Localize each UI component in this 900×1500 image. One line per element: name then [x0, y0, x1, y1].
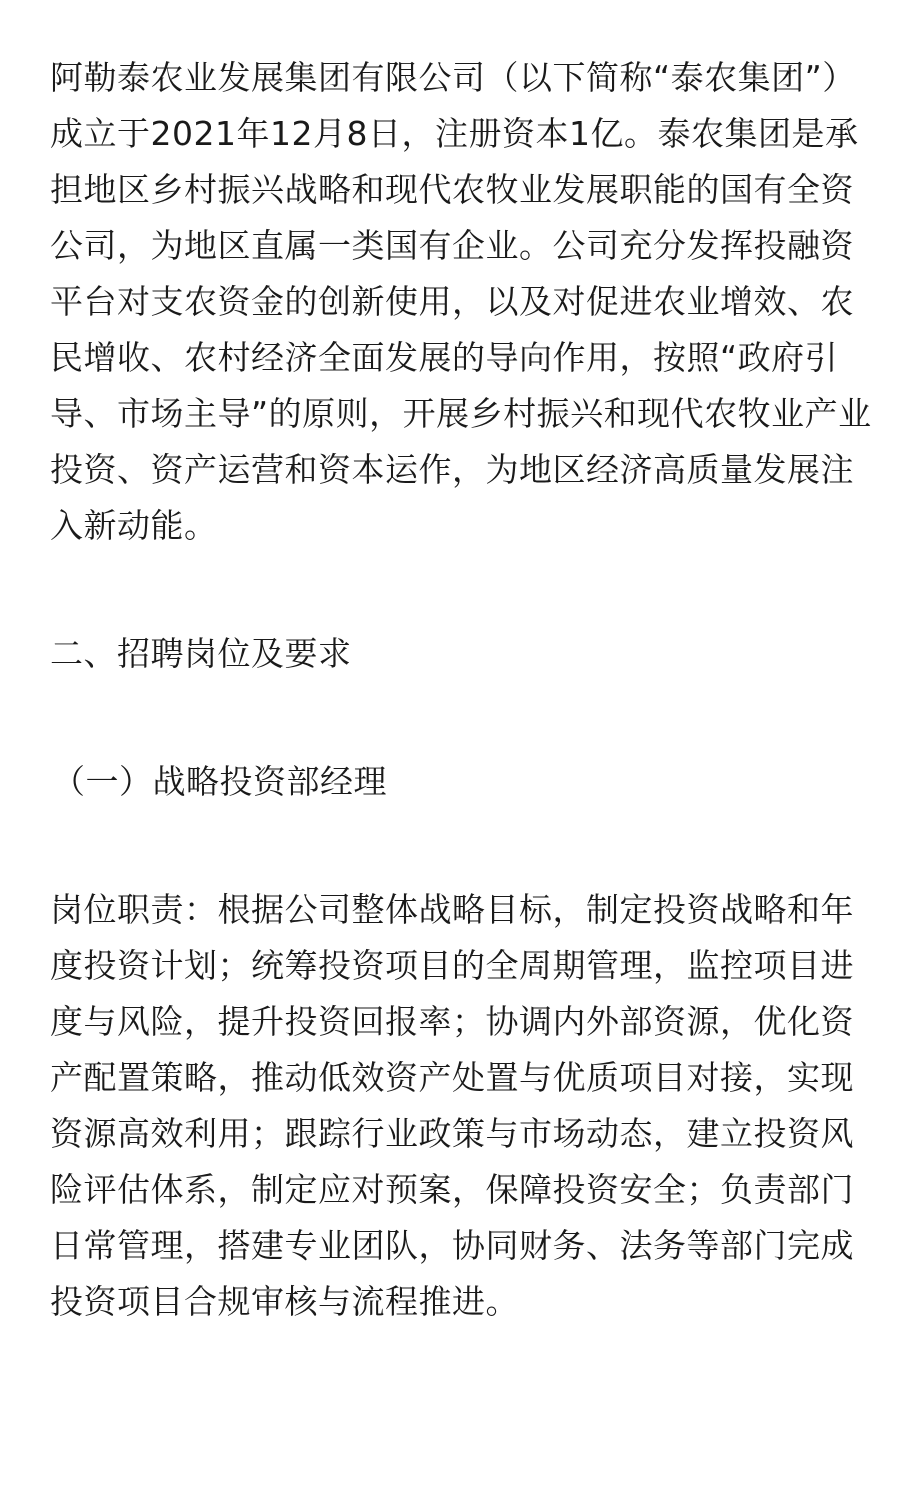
intro-line: 导、市场主导”的原则，开展乡村振兴和现代农牧业产业	[50, 394, 872, 433]
duties-line: 投资项目合规审核与流程推进。	[50, 1282, 519, 1321]
position-title: （一）战略投资部经理	[52, 762, 387, 801]
intro-line: 担地区乡村振兴战略和现代农牧业发展职能的国有全资	[50, 170, 854, 209]
intro-line: 阿勒泰农业发展集团有限公司（以下简称“泰农集团”）	[50, 58, 856, 97]
intro-line: 成立于2021年12月8日，注册资本1亿。泰农集团是承	[50, 114, 859, 153]
intro-line: 平台对支农资金的创新使用，以及对促进农业增效、农	[50, 282, 854, 321]
duties-line: 产配置策略，推动低效资产处置与优质项目对接，实现	[50, 1058, 854, 1097]
intro-line: 民增收、农村经济全面发展的导向作用，按照“政府引	[50, 338, 839, 377]
intro-line: 公司，为地区直属一类国有企业。公司充分发挥投融资	[50, 226, 854, 265]
duties-line: 度与风险，提升投资回报率；协调内外部资源，优化资	[50, 1002, 854, 1041]
duties-line: 日常管理，搭建专业团队，协同财务、法务等部门完成	[50, 1226, 854, 1265]
intro-line: 投资、资产运营和资本运作，为地区经济高质量发展注	[50, 450, 854, 489]
duties-line: 度投资计划；统筹投资项目的全周期管理，监控项目进	[50, 946, 854, 985]
intro-line: 入新动能。	[50, 506, 218, 545]
duties-line: 资源高效利用；跟踪行业政策与市场动态，建立投资风	[50, 1114, 854, 1153]
section-title: 二、招聘岗位及要求	[50, 634, 352, 673]
duties-line: 险评估体系，制定应对预案，保障投资安全；负责部门	[50, 1170, 854, 1209]
duties-line: 岗位职责：根据公司整体战略目标，制定投资战略和年	[50, 890, 854, 929]
